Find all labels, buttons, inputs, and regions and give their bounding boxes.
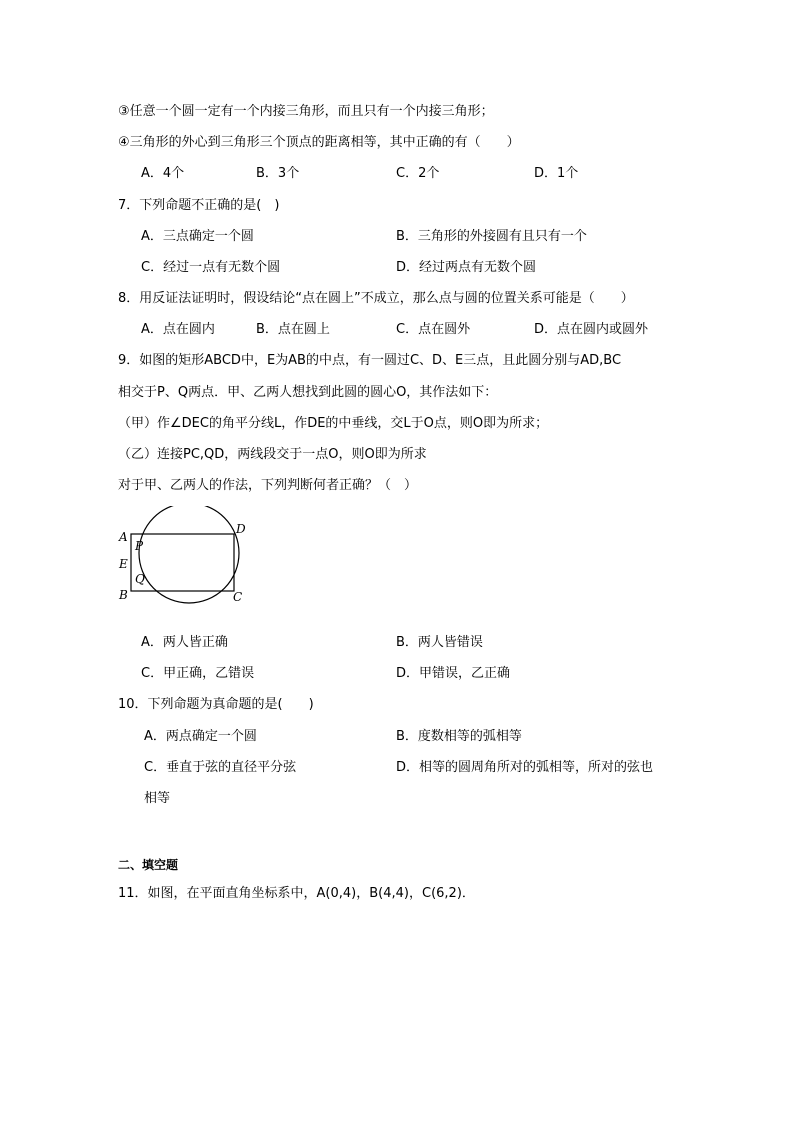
q6-option-d: D．1个 <box>534 166 579 181</box>
q9-figure-label-b: B <box>119 588 128 602</box>
q8-stem: 8．用反证法证明时，假设结论“点在圆上”不成立，那么点与圆的位置关系可能是（ ） <box>118 291 634 306</box>
q8-option-c: C．点在圆外 <box>396 322 471 337</box>
q9-option-c: C．甲正确，乙错误 <box>141 666 255 681</box>
q9-figure-label-c: C <box>233 590 243 604</box>
q6-item4: ④三角形的外心到三角形三个顶点的距离相等，其中正确的有（ ） <box>118 135 520 150</box>
q9-option-d: D．甲错误，乙正确 <box>396 666 511 681</box>
q9-figure-label-p: P <box>135 539 144 553</box>
q7-stem: 7．下列命题不正确的是( ) <box>118 198 280 213</box>
q9-option-a: A．两人皆正确 <box>141 635 228 650</box>
q7-option-a: A．三点确定一个圆 <box>141 229 254 244</box>
q6-option-c: C．2个 <box>396 166 440 181</box>
q8-option-b: B．点在圆上 <box>256 322 330 337</box>
q9-figure-rectangle <box>131 534 234 591</box>
q7-option-c: C．经过一点有无数个圆 <box>141 260 281 275</box>
q9-figure-label-d: D <box>236 522 246 536</box>
q9-line4: （乙）连接PC,QD，两线段交于一点O，则O即为所求 <box>118 447 427 462</box>
q9-figure <box>112 506 252 606</box>
section-title-fill-in: 二、填空题 <box>118 858 179 872</box>
q9-line2: 相交于P、Q两点．甲、乙两人想找到此圆的圆心O，其作法如下： <box>118 385 498 400</box>
q7-option-d: D．经过两点有无数个圆 <box>396 260 537 275</box>
q6-option-a: A．4个 <box>141 166 185 181</box>
q9-line1: 9．如图的矩形ABCD中，E为AB的中点，有一圆过C、D、E三点，且此圆分别与AD,BC <box>118 353 622 368</box>
q9-figure-label-a: A <box>119 530 128 544</box>
q8-option-d: D．点在圆内或圆外 <box>534 322 649 337</box>
q10-option-a: A．两点确定一个圆 <box>144 729 257 744</box>
q10-option-c: C．垂直于弦的直径平分弦 <box>144 760 297 775</box>
q10-stem: 10．下列命题为真命题的是( ) <box>118 697 314 712</box>
q10-option-b: B．度数相等的弧相等 <box>396 729 522 744</box>
q10-option-d: D．相等的圆周角所对的弧相等，所对的弦也 <box>396 760 654 775</box>
q7-option-b: B．三角形的外接圆有且只有一个 <box>396 229 587 244</box>
q8-option-a: A．点在圆内 <box>141 322 215 337</box>
q9-line3: （甲）作∠DEC的角平分线L，作DE的中垂线，交L于O点，则O即为所求； <box>118 416 549 431</box>
q9-option-b: B．两人皆错误 <box>396 635 483 650</box>
q6-option-b: B．3个 <box>256 166 300 181</box>
q9-figure-label-e: E <box>119 557 128 571</box>
q11-stem: 11．如图，在平面直角坐标系中，A(0,4)，B(4,4)，C(6,2)． <box>118 886 475 901</box>
q6-item3: ③任意一个圆一定有一个内接三角形，而且只有一个内接三角形； <box>118 104 494 119</box>
q9-figure-circle <box>139 506 239 603</box>
q9-figure-label-q: Q <box>135 572 145 586</box>
q9-line5: 对于甲、乙两人的作法，下列判断何者正确？（ ） <box>118 478 418 493</box>
q10-option-d-continued: 相等 <box>144 791 171 806</box>
